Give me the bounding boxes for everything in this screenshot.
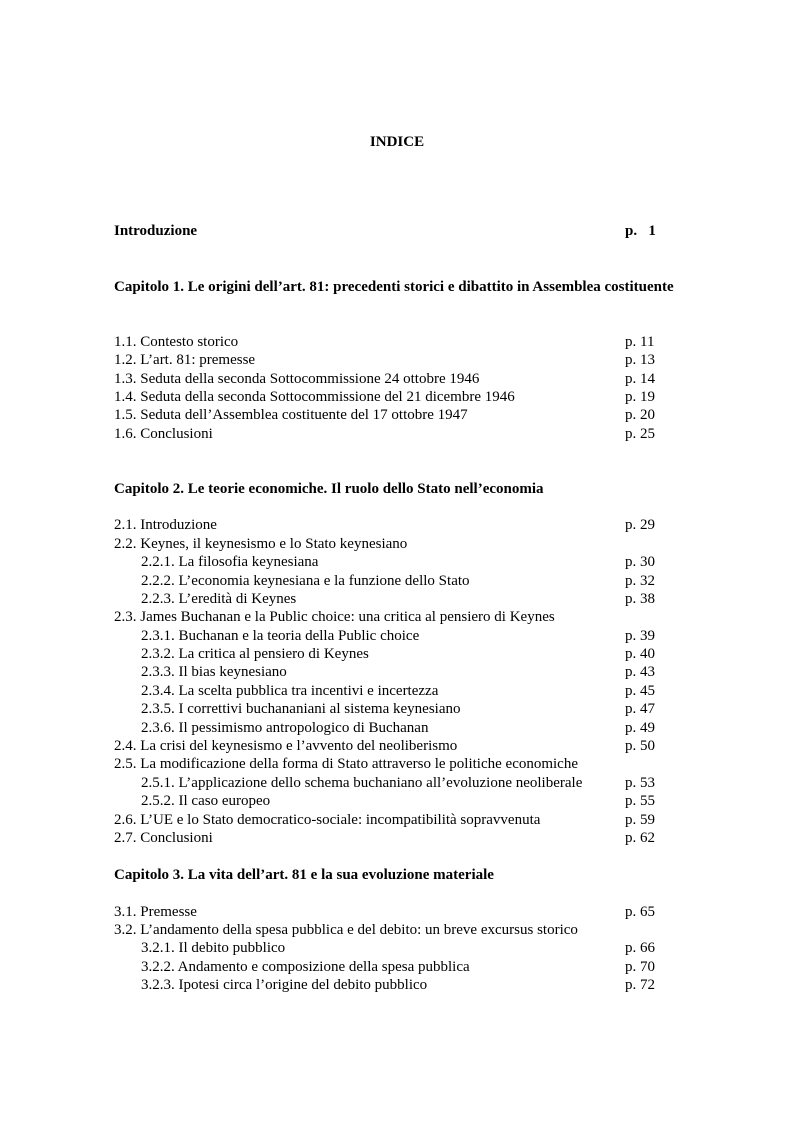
toc-entry-page: p. 39 (625, 628, 655, 644)
toc-entry (114, 903, 682, 921)
toc-entry-page: p. 49 (625, 720, 655, 736)
toc-entry-introduction (114, 222, 682, 240)
toc-entry-label: 1.4. Seduta della seconda Sottocommissione del 21 dicembre 1946 (114, 389, 515, 405)
toc-entry-label: 2.3.2. La critica al pensiero di Keynes (141, 646, 369, 662)
toc-entry-label: 2.1. Introduzione (114, 517, 217, 533)
toc-entry-label: 2.2.1. La filosofia keynesiana (141, 554, 319, 570)
toc-subentry (114, 572, 682, 590)
toc-entry-label: 3.2. L’andamento della spesa pubblica e del debito: un breve excursus storico (114, 922, 578, 938)
toc-entry-page: p. 43 (625, 664, 655, 680)
toc-entry-label: 2.4. La crisi del keynesismo e l’avvento del neoliberismo (114, 738, 458, 754)
toc-entry-label: 1.2. L’art. 81: premesse (114, 352, 256, 368)
toc-entry-label: 3.2.1. Il debito pubblico (141, 940, 286, 956)
toc-entry-page: p. 59 (625, 812, 655, 828)
page-title: INDICE (369, 134, 425, 150)
toc-entry-page: p. 11 (625, 334, 655, 350)
chapter-1-heading: Capitolo 1. Le origini dell’art. 81: precedenti storici e dibattito in Assemblea costituente (114, 279, 674, 295)
toc-entry (114, 425, 682, 443)
toc-entry-page: p. 30 (625, 554, 655, 570)
toc-entry (114, 755, 682, 773)
toc-entry-label: 2.3.5. I correttivi buchananiani al sistema keynesiano (141, 701, 461, 717)
toc-entry-page: p. 47 (625, 701, 655, 717)
toc-entry (114, 406, 682, 424)
toc-entry (114, 388, 682, 406)
toc-entry (114, 351, 682, 369)
toc-entry-page: p. 70 (625, 959, 655, 975)
toc-entry-label: 2.5. La modificazione della forma di Stato attraverso le politiche economiche (114, 756, 578, 772)
toc-entry (114, 737, 682, 755)
toc-entry-page: p. 53 (625, 775, 655, 791)
toc-entry-page: p. 72 (625, 977, 655, 993)
toc-entry-label: Introduzione (114, 223, 198, 239)
toc-subentry (114, 590, 682, 608)
toc-entry-page: p. 40 (625, 646, 655, 662)
toc-entry-page: p. 14 (625, 371, 655, 387)
toc-entry-page: p. 13 (625, 352, 655, 368)
toc-entry-label: 2.3. James Buchanan e la Public choice: una critica al pensiero di Keynes (114, 609, 555, 625)
toc-entry-label: 2.2. Keynes, il keynesismo e lo Stato keynesiano (114, 536, 408, 552)
toc-entry (114, 516, 682, 534)
toc-entry-label: 3.1. Premesse (114, 904, 197, 920)
toc-entry-page: p. 25 (625, 426, 655, 442)
toc-entry (114, 608, 682, 626)
toc-subentry (114, 700, 682, 718)
toc-entry-page: p. 45 (625, 683, 655, 699)
toc-subentry (114, 553, 682, 571)
toc-entry-label: 3.2.2. Andamento e composizione della spesa pubblica (141, 959, 470, 975)
toc-subentry (114, 774, 682, 792)
toc-entry-page: p. 19 (625, 389, 655, 405)
toc-entry (114, 535, 682, 553)
toc-entry-label: 1.3. Seduta della seconda Sottocommissione 24 ottobre 1946 (114, 371, 480, 387)
toc-entry-page: p. 32 (625, 573, 655, 589)
toc-entry-page: p. 55 (625, 793, 655, 809)
toc-entry-label: 1.1. Contesto storico (114, 334, 239, 350)
toc-entry-label: 2.5.1. L’applicazione dello schema buchaniano all’evoluzione neoliberale (141, 775, 583, 791)
toc-entry (114, 333, 682, 351)
toc-entry-page: p. 66 (625, 940, 655, 956)
toc-subentry (114, 976, 682, 994)
toc-entry-page: p. 65 (625, 904, 655, 920)
toc-subentry (114, 958, 682, 976)
toc-entry-label: 2.3.6. Il pessimismo antropologico di Buchanan (141, 720, 429, 736)
toc-subentry (114, 682, 682, 700)
toc-entry-page: p. 62 (625, 830, 655, 846)
toc-entry-label: 2.3.3. Il bias keynesiano (141, 664, 287, 680)
toc-entry-label: 2.3.1. Buchanan e la teoria della Public choice (141, 628, 420, 644)
toc-entry-label: 2.3.4. La scelta pubblica tra incentivi e incertezza (141, 683, 439, 699)
toc-entry-label: 2.6. L’UE e lo Stato democratico-sociale: incompatibilità sopravvenuta (114, 812, 541, 828)
toc-subentry (114, 663, 682, 681)
toc-entry (114, 921, 682, 939)
toc-entry-page: p. 29 (625, 517, 655, 533)
toc-entry-label: 2.2.2. L’economia keynesiana e la funzione dello Stato (141, 573, 470, 589)
toc-subentry (114, 792, 682, 810)
toc-subentry (114, 645, 682, 663)
chapter-3-heading: Capitolo 3. La vita dell’art. 81 e la sua evoluzione materiale (114, 867, 494, 883)
toc-entry-label: 2.2.3. L’eredità di Keynes (141, 591, 297, 607)
toc-entry-page: p. 20 (625, 407, 655, 423)
toc-subentry (114, 939, 682, 957)
toc-entry (114, 811, 682, 829)
toc-entry-label: 1.6. Conclusioni (114, 426, 213, 442)
chapter-2-heading: Capitolo 2. Le teorie economiche. Il ruolo dello Stato nell’economia (114, 481, 544, 497)
toc-subentry (114, 719, 682, 737)
toc-entry-page: p. 50 (625, 738, 655, 754)
toc-entry (114, 829, 682, 847)
toc-entry-label: 2.5.2. Il caso europeo (141, 793, 271, 809)
toc-entry-label: 3.2.3. Ipotesi circa l’origine del debito pubblico (141, 977, 428, 993)
toc-entry (114, 370, 682, 388)
toc-entry-page: p. 1 (625, 223, 656, 239)
toc-entry-page: p. 38 (625, 591, 655, 607)
toc-entry-label: 2.7. Conclusioni (114, 830, 213, 846)
toc-entry-label: 1.5. Seduta dell’Assemblea costituente del 17 ottobre 1947 (114, 407, 468, 423)
toc-subentry (114, 627, 682, 645)
